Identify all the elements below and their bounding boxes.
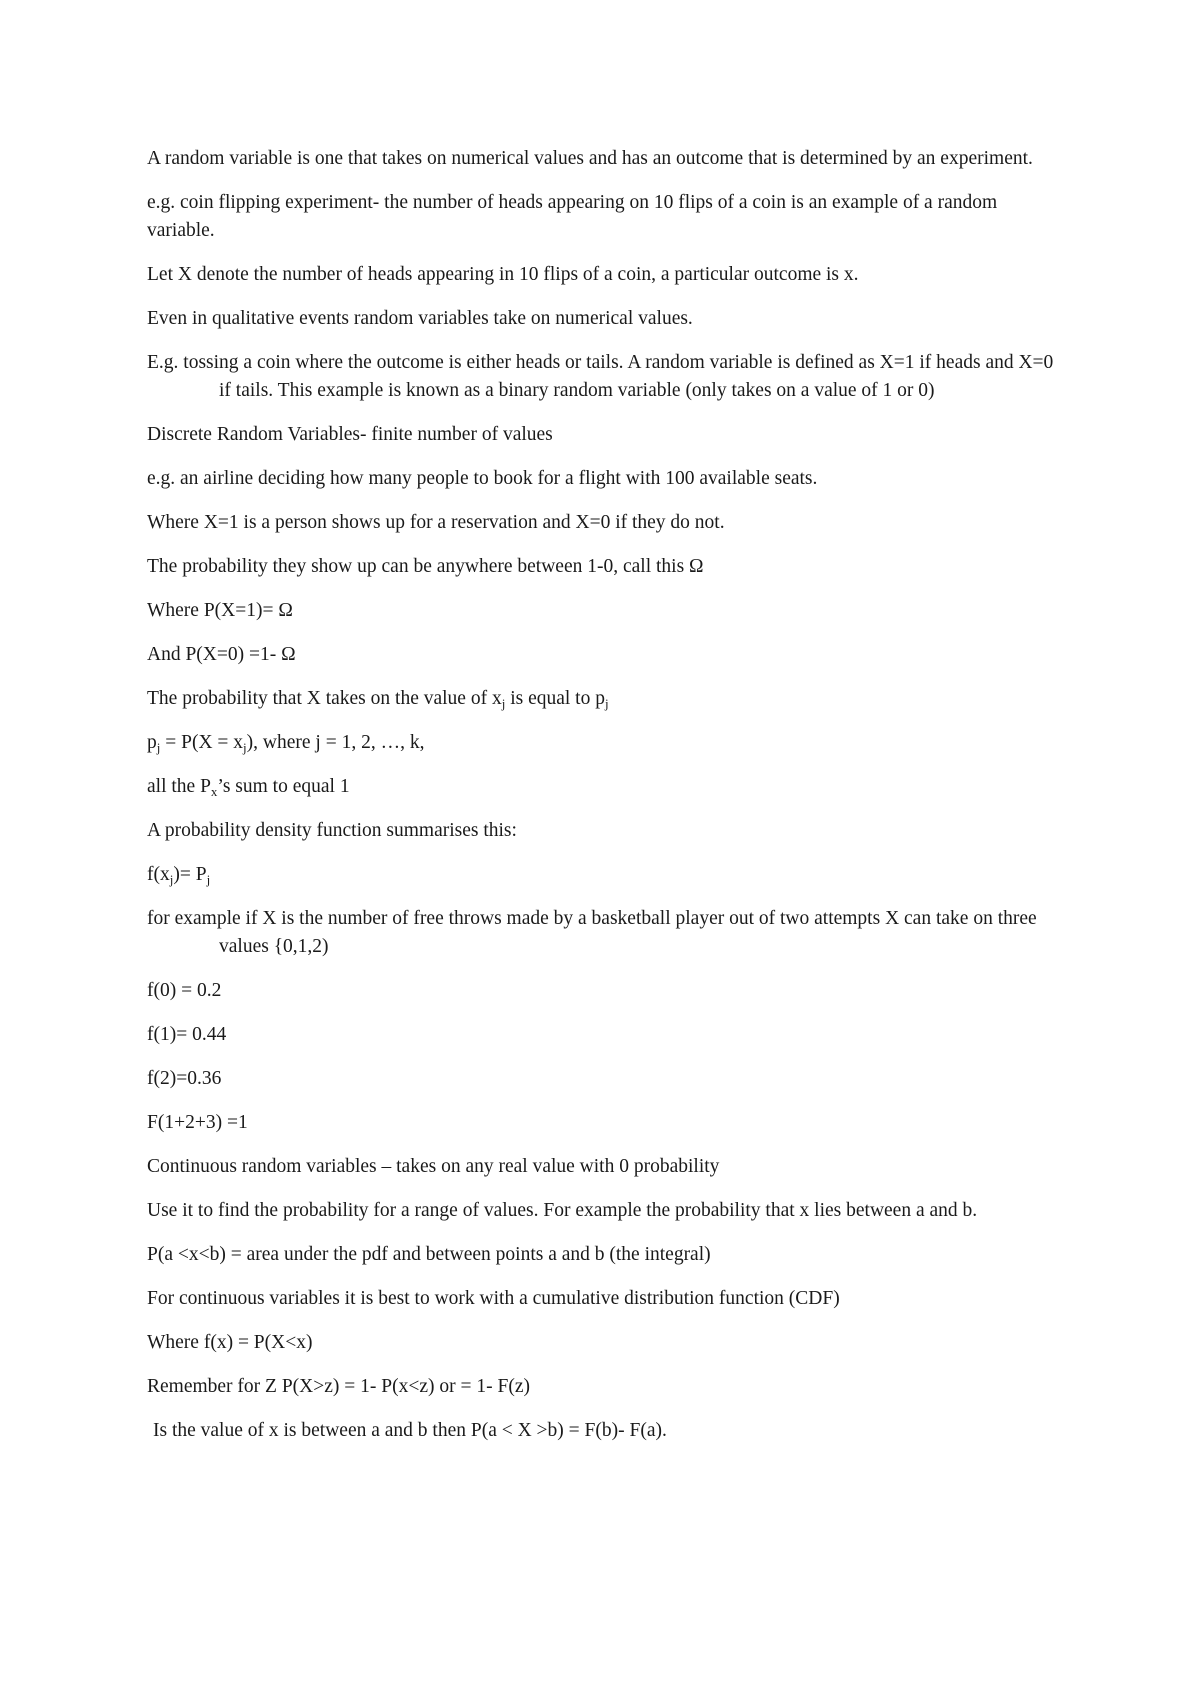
paragraph-remember-z: Remember for Z P(X>z) = 1- P(x<z) or = 1- F(z): [147, 1376, 530, 1397]
paragraph-f0: f(0) = 0.2: [147, 980, 222, 1001]
paragraph-f-sum: F(1+2+3) =1: [147, 1112, 248, 1133]
paragraph-coin-example: e.g. coin flipping experiment- the number of heads appearing on 10 flips of a coin is an example of a random variable.: [147, 192, 998, 241]
paragraph-p-x0: And P(X=0) =1- Ω: [147, 644, 296, 665]
paragraph-area-under-pdf: P(a <x<b) = area under the pdf and between points a and b (the integral): [147, 1244, 711, 1265]
paragraph-f1: f(1)= 0.44: [147, 1024, 227, 1045]
paragraph-cdf: For continuous variables it is best to work with a cumulative distribution function (CDF): [147, 1288, 840, 1309]
paragraph-probability-omega: The probability they show up can be anywhere between 1-0, call this Ω: [147, 556, 704, 577]
paragraph-airline-example: e.g. an airline deciding how many people to book for a flight with 100 available seats.: [147, 468, 818, 489]
paragraph-definition: A random variable is one that takes on numerical values and has an outcome that is determined by an experiment.: [147, 148, 1033, 169]
paragraph-pj-formula: $p_j = P(X = x_j)$, where j = 1, 2, …, k,: [147, 732, 425, 755]
paragraph-p-x1: Where P(X=1)= Ω: [147, 600, 293, 621]
paragraph-range-values: Use it to find the probability for a range of values. For example the probability that x lies between a and b.: [147, 1200, 978, 1221]
document-body: [147, 145, 1057, 1461]
paragraph-reservation: Where X=1 is a person shows up for a reservation and X=0 if they do not.: [147, 512, 725, 533]
paragraph-cdf-definition: Where f(x) = P(X<x): [147, 1332, 313, 1353]
paragraph-continuous-heading: Continuous random variables – takes on any real value with 0 probability: [147, 1156, 720, 1177]
paragraph-binary-example: E.g. tossing a coin where the outcome is either heads or tails. A random variable is defined as X=1 if heads and X=0 if tails. This example is known as a binary random variable (only takes on a value of 1 or 0): [147, 352, 1054, 401]
paragraph-pdf-summary: A probability density function summarises this:: [147, 820, 517, 841]
paragraph-value-xj: The probability that X takes on the value of $x_j$ is equal to $p_j$: [147, 688, 609, 711]
paragraph-sum-to-one: all the $P_x’s$ sum to equal 1: [147, 776, 350, 799]
paragraph-fxj: $f(x_j)= P_j$: [147, 864, 211, 887]
paragraph-f2: f(2)=0.36: [147, 1068, 222, 1089]
paragraph-discrete-heading: Discrete Random Variables- finite number of values: [147, 424, 553, 445]
paragraph-between-a-b: Is the value of x is between a and b then P(a < X >b) = F(b)- F(a).: [153, 1420, 667, 1441]
paragraph-let-x: Let X denote the number of heads appearing in 10 flips of a coin, a particular outcome is x.: [147, 264, 859, 285]
paragraph-qualitative: Even in qualitative events random variables take on numerical values.: [147, 308, 693, 329]
paragraph-free-throws: for example if X is the number of free throws made by a basketball player out of two attempts X can take on three values {0,1,2): [147, 908, 1037, 957]
